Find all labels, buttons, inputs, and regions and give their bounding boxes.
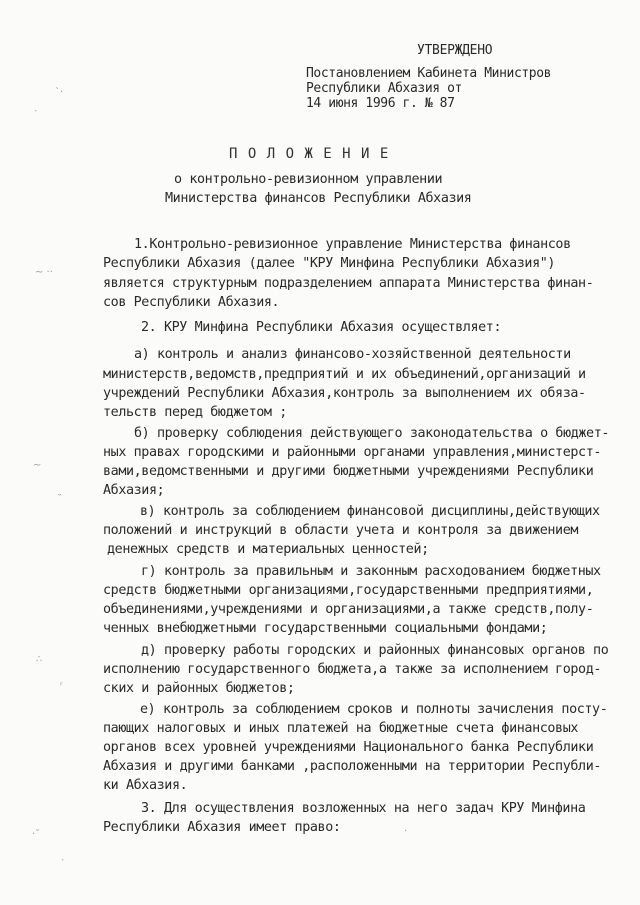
margin-speck: ˴ [61,854,65,865]
body-line: сов Республики Абхазия. [103,295,280,310]
body-line: е) контроль за соблюдением сроков и полноты зачисления посту- [140,702,608,717]
body-line: 3. Для осуществления возложенных на него задач КРУ Минфина [141,801,586,816]
decree-line: Республики Абхазия от [306,81,462,96]
margin-speck: ∴ [36,654,43,665]
body-line: министерств,ведомств,предприятий и их объединений,организаций и [103,367,586,382]
body-line: ченных внебюджетными государственными социальными фондами; [103,621,548,636]
body-line: денежных средств и материальных ценностей; [107,542,429,557]
body-line: Абхазия; [103,483,165,498]
body-line: объединениями,учреждениями и организациями,а также средств,полу- [103,602,594,617]
document-title: П О Л О Ж Е Н И Е [229,146,390,162]
body-line: а) контроль и анализ финансово-хозяйственной деятельности [134,347,571,362]
margin-speck: ~ [33,460,42,471]
margin-speck: ·˘ [32,829,41,840]
margin-speck: ˴ [34,105,38,116]
body-line: 2. КРУ Минфина Республики Абхазия осуществляет: [141,320,502,335]
body-line: является структурным подразделением аппарата Министерства финан- [103,276,594,291]
margin-speck: · [404,826,408,837]
body-line: д) проверку работы городских и районных финансовых органов по [141,643,609,658]
body-line: пающих налоговых и иных платежей на бюджетные счета финансовых [103,721,579,736]
body-line: исполнению государственного бюджета,а также за исполнением город- [103,662,602,677]
body-line: положений и инструкций в области учета и контроля за движением [103,523,579,538]
body-line: ных правах городскими и районными органами управления,министерст- [103,445,602,460]
body-line: 1.Контрольно-ревизионное управление Министерства финансов [134,237,571,252]
margin-speck: ˋ· [55,87,64,98]
body-line: в) контроль за соблюдением финансовой дисциплины,действующих [140,504,600,519]
subtitle-line: Министерства финансов Республики Абхазия [165,191,472,206]
margin-speck: ˵ [58,489,62,500]
body-line: органов всех уровней учреждениями Национального банка Республики [103,740,594,755]
decree-line: Постановлением Кабинета Министров [306,66,552,81]
subtitle-line: о контрольно-ревизионном управлении [174,172,443,187]
decree-line: 14 июня 1996 г. № 87 [306,96,455,111]
body-line: б) проверку соблюдения действующего законодательства о бюджет- [134,426,610,441]
body-line: ки Абхазия. [103,778,188,793]
approval-stamp: УТВЕРЖДЕНО [417,43,493,58]
body-line: Республики Абхазия имеет право: [103,820,341,835]
margin-speck: ʳ [60,681,63,692]
body-line: тельств перед бюджетом ; [103,405,287,420]
body-line: вами,ведомственными и другими бюджетными учреждениями Республики [103,464,594,479]
body-line: учреждений Республики Абхазия,контроль за выполнением их обяза- [103,386,586,401]
margin-speck: ~ ·· [35,267,53,278]
body-line: Республики Абхазия (далее "КРУ Минфина Республики Абхазия") [103,256,556,271]
body-line: средств бюджетными организациями,государственными предприятиями, [103,583,594,598]
body-line: г) контроль за правильным и законным расходованием бюджетных [141,564,601,579]
body-line: ских и районных бюджетов; [103,681,295,696]
body-line: Абхазия и другими банками ,расположенными на территории Республи- [103,759,602,774]
